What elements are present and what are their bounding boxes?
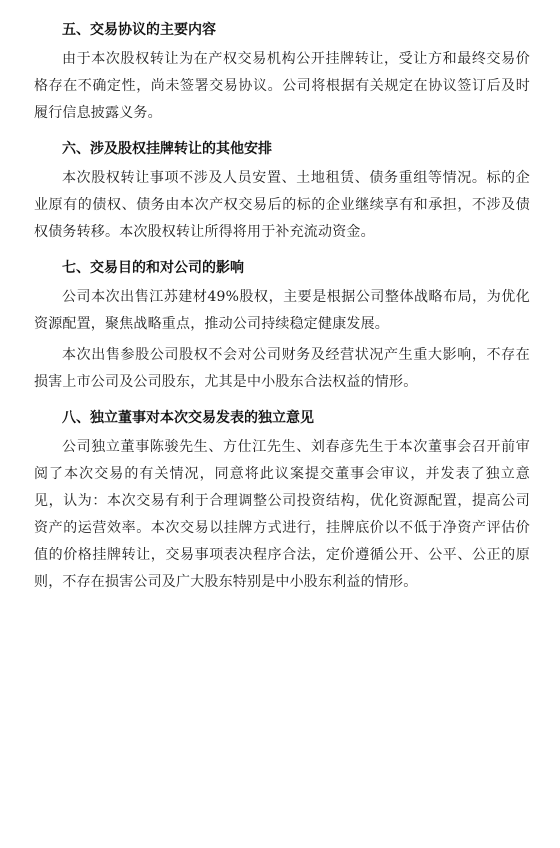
section-heading: 八、独立董事对本次交易发表的独立意见	[62, 410, 314, 426]
section-6	[34, 139, 530, 246]
section-5	[34, 20, 530, 127]
section-heading: 六、涉及股权挂牌转让的其他安排	[62, 141, 272, 157]
section-paragraph: 公司本次出售江苏建材49%股权，主要是根据公司整体战略布局，为优化资源配置，聚焦战略重点，推动公司持续稳定健康发展。	[34, 289, 530, 332]
section-paragraph: 本次股权转让事项不涉及人员安置、土地租赁、债务重组等情况。标的企业原有的债权、债务由本次产权交易后的标的企业继续享有和承担，不涉及债权债务转移。本次股权转让所得将用于补充流动资金。	[34, 170, 530, 240]
section-heading: 五、交易协议的主要内容	[62, 22, 216, 38]
section-paragraph: 由于本次股权转让为在产权交易机构公开挂牌转让，受让方和最终交易价格存在不确定性，尚未签署交易协议。公司将根据有关规定在协议签订后及时履行信息披露义务。	[34, 51, 530, 121]
section-7	[34, 258, 530, 396]
section-8	[34, 408, 530, 596]
document-page	[34, 10, 530, 600]
section-paragraph: 本次出售参股公司股权不会对公司财务及经营状况产生重大影响，不存在损害上市公司及公司股东，尤其是中小股东合法权益的情形。	[34, 347, 530, 390]
section-heading: 七、交易目的和对公司的影响	[62, 260, 244, 276]
section-paragraph: 公司独立董事陈骏先生、方仕江先生、刘春彦先生于本次董事会召开前审阅了本次交易的有关情况，同意将此议案提交董事会审议，并发表了独立意见，认为：本次交易有利于合理调整公司投资结构，优化资源配置，提高公司资产的运营效率。本次交易以挂牌方式进行，挂牌底价以不低于净资产评估价值的价格挂牌转让，交易事项表决程序合法，定价遵循公开、公平、公正的原则，不存在损害公司及广大股东特别是中小股东利益的情形。	[34, 439, 530, 590]
